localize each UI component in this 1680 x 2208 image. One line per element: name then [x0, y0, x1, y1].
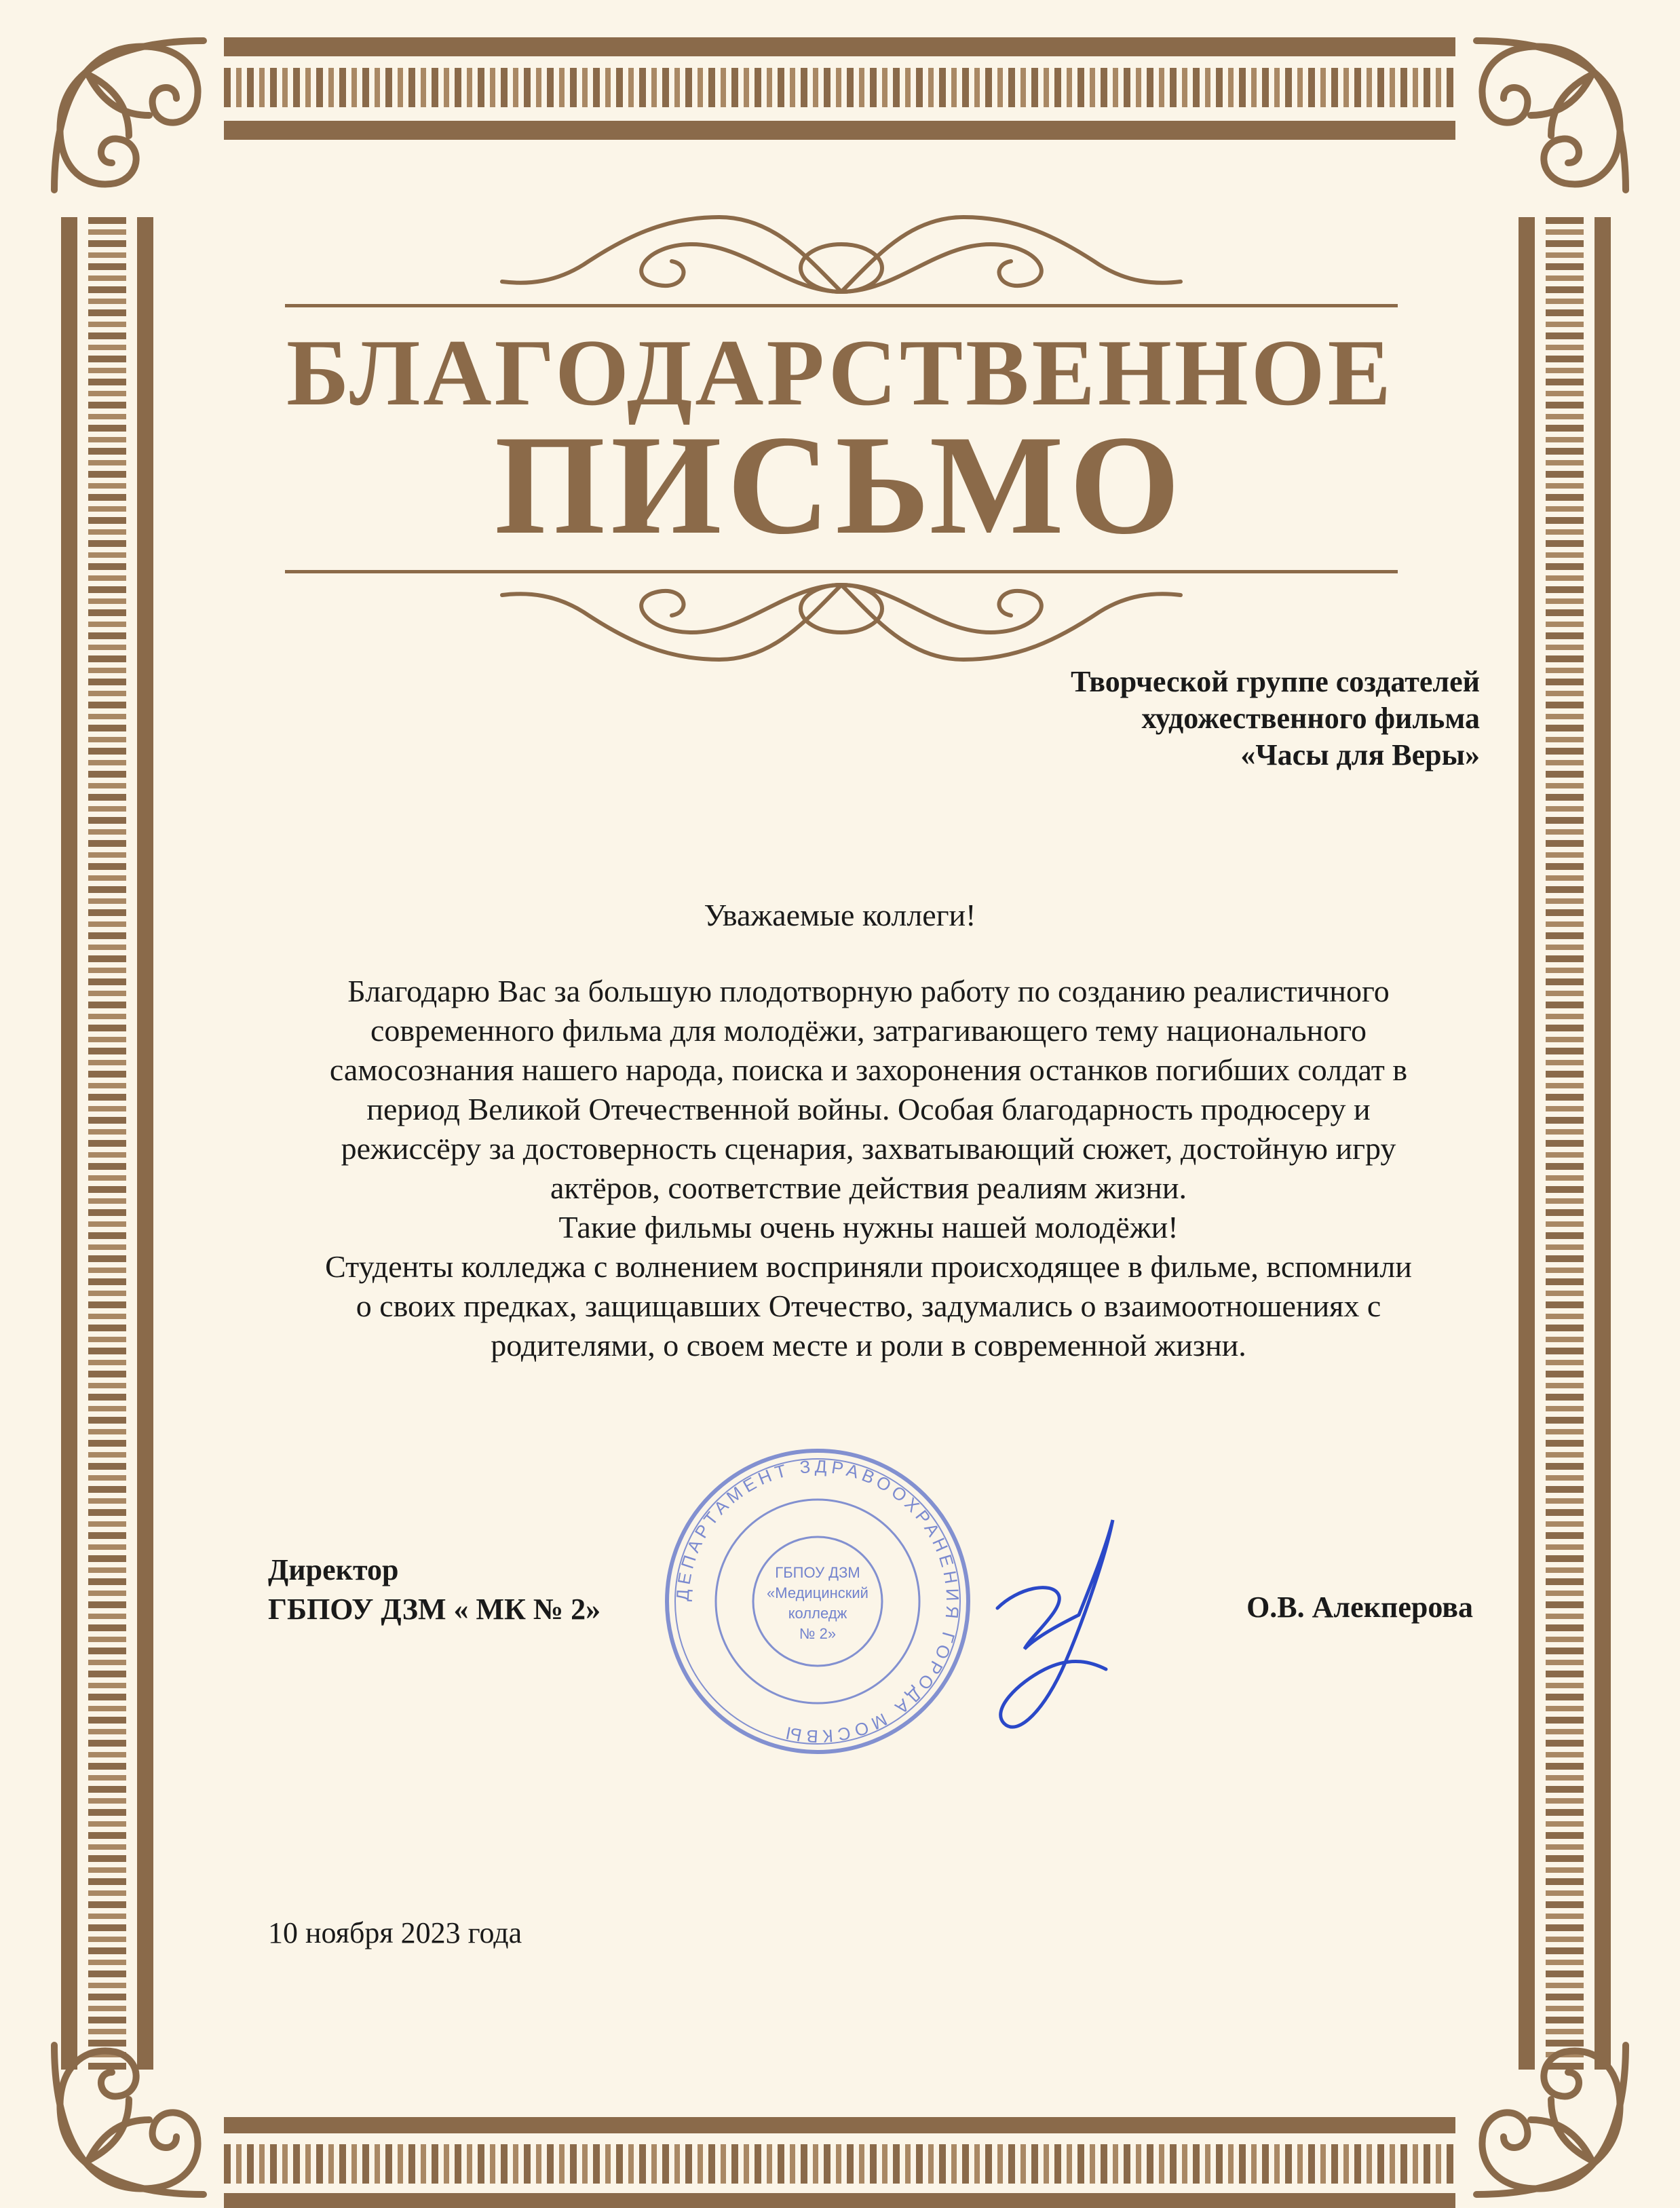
body-line: Благодарю Вас за большую плодотворную работу по созданию реалистичного [347, 974, 1390, 1008]
stamp-center-line: № 2» [799, 1625, 837, 1642]
body-line: период Великой Отечественной войны. Особая благодарность продюсеру и [366, 1092, 1371, 1126]
official-stamp [662, 1445, 974, 1757]
corner-ornament-top-right [1463, 27, 1639, 204]
letter-body [244, 972, 1493, 1365]
frame-bottom-inner [224, 2193, 1455, 2208]
handwritten-signature [977, 1506, 1133, 1751]
stamp-outer-text: ДЕПАРТАМЕНТ ЗДРАВООХРАНЕНИЯ ГОРОДА МОСКВЫ [672, 1455, 963, 1747]
corner-ornament-bottom-right [1463, 2032, 1639, 2208]
body-line: Такие фильмы очень нужны нашей молодёжи! [558, 1210, 1179, 1244]
body-line: режиссёру за достоверность сценария, захватывающий сюжет, достойную игру [341, 1131, 1396, 1166]
title-flourish-bottom [489, 571, 1194, 673]
frame-bottom-pattern [224, 2144, 1455, 2184]
signatory-name: О.В. Алекперова [1246, 1591, 1473, 1624]
frame-bottom-outer [224, 2117, 1455, 2133]
addressee-block [1071, 664, 1480, 774]
addressee-line: Творческой группе создателей [1071, 665, 1480, 698]
frame-top-pattern [224, 68, 1455, 107]
body-line: актёров, соответствие действия реалиям жизни. [550, 1170, 1187, 1205]
corner-ornament-top-left [41, 27, 217, 204]
body-line: Студенты колледжа с волнением восприняли происходящее в фильме, вспомнили [325, 1249, 1412, 1284]
document-title-line2: ПИСЬМО [494, 406, 1186, 564]
corner-ornament-bottom-left [41, 2032, 217, 2208]
stamp-center-line: ГБПОУ ДЗМ [775, 1564, 860, 1581]
frame-top-inner [224, 121, 1455, 140]
letter-date: 10 ноября 2023 года [268, 1916, 522, 1949]
frame-top-outer [224, 37, 1455, 56]
stamp-center-line: «Медицинский [767, 1584, 868, 1601]
signatory-role [268, 1550, 600, 1629]
body-line: родителями, о своем месте и роли в современной жизни. [491, 1328, 1246, 1363]
signatory-organization: ГБПОУ ДЗМ « МК № 2» [268, 1593, 601, 1626]
addressee-line: «Часы для Веры» [1240, 738, 1480, 772]
greeting: Уважаемые коллеги! [704, 898, 976, 932]
body-line: о своих предках, защищавших Отечество, задумались о взаимоотношениях с [356, 1289, 1381, 1323]
document-title-line1: БЛАГОДАРСТВЕННОЕ [286, 320, 1394, 425]
addressee-line: художественного фильма [1141, 702, 1480, 735]
title-rule-top [285, 304, 1398, 307]
body-line: современного фильма для молодёжи, затрагивающего тему национального [370, 1013, 1367, 1048]
body-line: самосознания нашего народа, поиска и захоронения останков погибших солдат в [329, 1052, 1408, 1087]
stamp-center-line: колледж [788, 1605, 847, 1622]
signatory-position: Директор [268, 1553, 399, 1586]
title-flourish-top [489, 204, 1194, 305]
